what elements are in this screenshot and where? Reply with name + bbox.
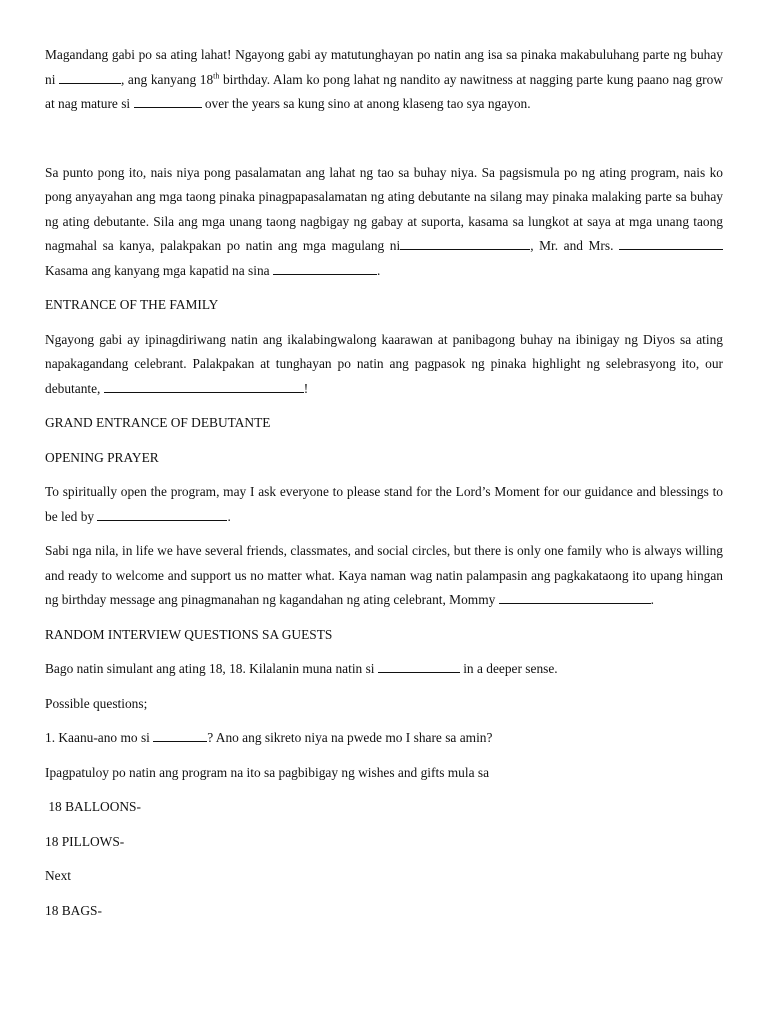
interview-intro-line: [45, 657, 723, 682]
name-blank: [499, 591, 651, 604]
document-page: [45, 43, 723, 923]
prayer-text-2: .: [227, 508, 231, 524]
thanks-text-2: , Mr. and Mrs.: [530, 238, 619, 253]
possible-questions-label: Possible questions;: [45, 695, 148, 711]
name-blank: [619, 237, 723, 250]
question-1-text-1: 1. Kaanu-ano mo si: [45, 730, 154, 745]
family-message-text-2: .: [650, 592, 655, 607]
family-message-text-1: Sabi nga nila, in life we have several friends, classmates, and social circles, but there is only one family who is always willing and ready to welcome and support us no matter what. Kaya naman wag natin palampasin ang pagkakataong ito upang hingan ng birthday message ang pinagmanahan ng kagandahan ng ating celebrant, Mommy: [45, 543, 723, 607]
interview-intro-text-1: Bago natin simulant ang ating 18, 18. Kilalanin muna natin si: [45, 661, 378, 676]
name-blank: [59, 71, 121, 84]
question-1: [45, 726, 723, 751]
name-blank: [400, 237, 530, 250]
item-18-pillows: 18 PILLOWS-: [45, 833, 125, 849]
name-blank: [153, 729, 207, 742]
name-blank: [378, 660, 460, 673]
name-blank: [97, 508, 227, 521]
thanks-text-1: Sa punto pong ito, nais niya pong pasalamatan ang lahat ng tao sa buhay niya. Sa pagsismula po ng ating program, nais ko pong anyayahan ang mga taong pinaka pinagpapasalamatan ng ating debutante na silang may pinaka malaking parte sa buhay ng ating debutante. Sila ang mga unang taong nagbigay ng gabay at suporta, kasama sa lungkot at saya at mga unang taong nagmahal sa kanya, palakpakan po natin ang mga magulang ni: [45, 164, 723, 253]
name-blank: [104, 380, 304, 393]
celebrant-text-2: !: [303, 380, 309, 396]
question-1-text-2: ? Ano ang sikreto niya na pwede mo I share sa amin?: [207, 730, 493, 745]
thanks-text-3: Kasama ang kanyang mga kapatid na sina: [45, 262, 273, 278]
name-blank: [134, 95, 202, 108]
intro-paragraph: [45, 43, 723, 117]
name-blank: [273, 262, 377, 275]
interview-intro-text-2: in a deeper sense.: [459, 661, 558, 676]
item-18-balloons: 18 BALLOONS-: [45, 799, 141, 814]
celebrant-paragraph: [45, 328, 723, 402]
item-18-bags: 18 BAGS-: [45, 902, 102, 918]
celebrant-text-1: Ngayong gabi ay ipinagdiriwang natin ang ikalabingwalong kaarawan at panibagong buhay na ibinigay ng Diyos sa ating napakagandang celebrant. Palakpakan at tunghayan po natin ang pagpasok ng pinaka highlight ng selebrasyong ito, our debutante,: [45, 331, 723, 396]
heading-opening-prayer: OPENING PRAYER: [45, 449, 159, 465]
continue-program-line: Ipagpatuloy po natin ang program na ito sa pagbibigay ng wishes and gifts mula sa: [45, 764, 490, 780]
heading-entrance-family: ENTRANCE OF THE FAMILY: [45, 297, 219, 312]
ordinal-suffix: th: [213, 71, 220, 81]
prayer-paragraph: [45, 480, 723, 529]
intro-text-2: , ang kanyang 18: [121, 71, 214, 87]
next-label: Next: [45, 868, 72, 883]
heading-random-interview: RANDOM INTERVIEW QUESTIONS SA GUESTS: [45, 626, 333, 642]
heading-grand-entrance: GRAND ENTRANCE OF DEBUTANTE: [45, 415, 271, 430]
intro-text-4: over the years sa kung sino at anong klaseng tao sya ngayon.: [201, 96, 531, 111]
prayer-text-1: To spiritually open the program, may I ask everyone to please stand for the Lord’s Moment for our guidance and blessings to be led by: [45, 484, 723, 524]
family-message-paragraph: [45, 539, 723, 613]
thanks-paragraph: [45, 161, 723, 284]
intro-text-3: birthday. Alam ko pong lahat ng nandito ay nawitness at nagging parte kung paano nag grow at nag mature si: [45, 71, 724, 111]
intro-text-1: Magandang gabi po sa ating lahat! Ngayong gabi ay matutunghayan po natin ang isa sa pinaka makabuluhang parte ng buhay ni: [45, 47, 723, 87]
thanks-text-4: .: [376, 262, 381, 278]
